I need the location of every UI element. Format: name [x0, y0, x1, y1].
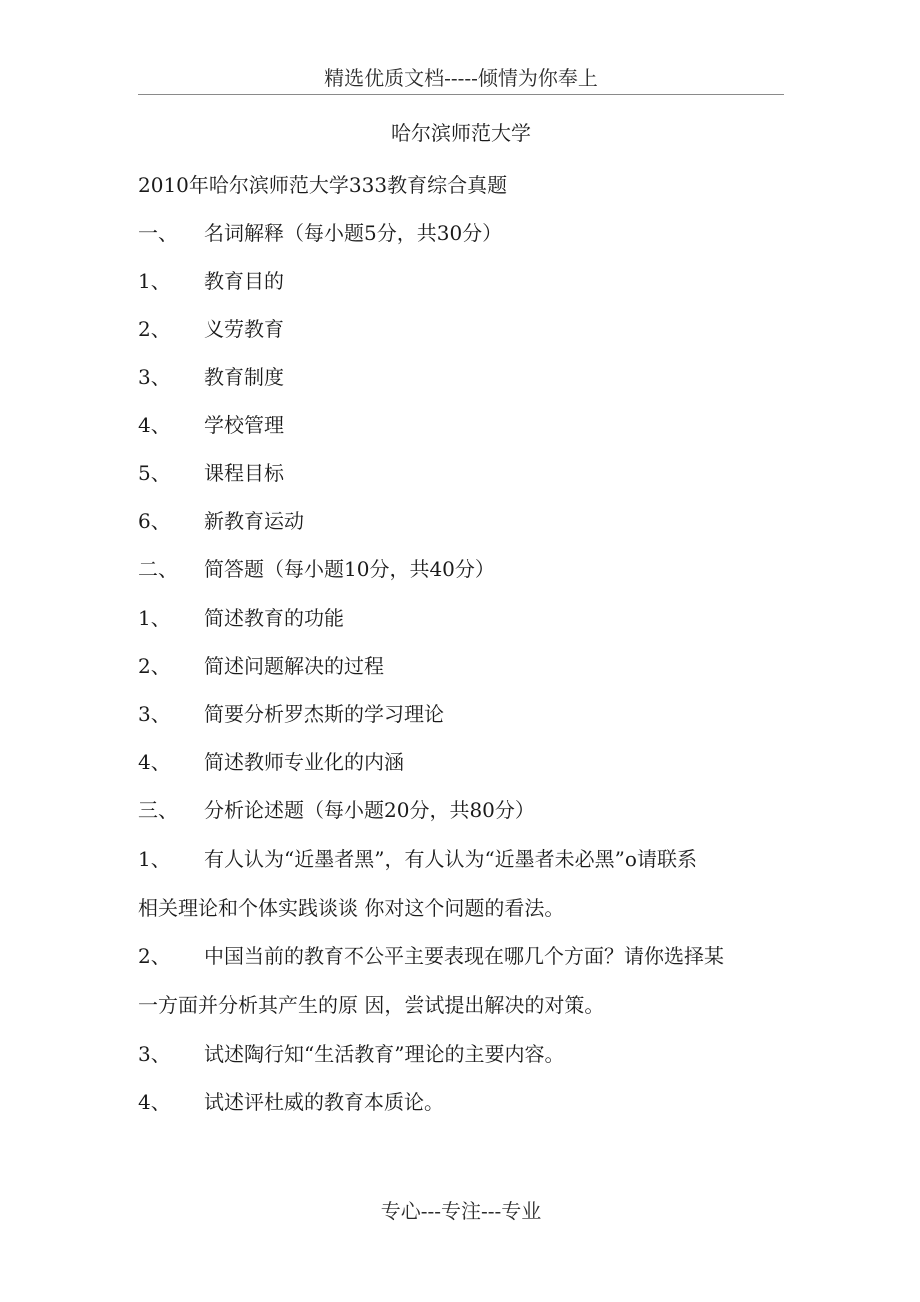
- section-title: 名词解释（每小题5分，共30分）: [204, 221, 503, 245]
- list-item: [138, 651, 384, 681]
- item-number: 3、: [138, 1042, 171, 1066]
- item-text: 课程目标: [204, 461, 284, 485]
- list-item: [138, 603, 344, 633]
- section-title: 简答题（每小题10分，共40分）: [204, 557, 495, 581]
- item-text: 有人认为“近墨者黑”，有人认为“近墨者未必黑”o请联系: [204, 847, 697, 871]
- list-item: [138, 699, 444, 729]
- section-title: 分析论述题（每小题20分，共80分）: [204, 798, 535, 822]
- item-number: 1、: [138, 847, 171, 871]
- section-heading: [138, 218, 502, 248]
- page-footer: 专心---专注---专业: [380, 1199, 542, 1223]
- item-number: 3、: [138, 365, 171, 389]
- list-item: [138, 941, 724, 971]
- item-number: 3、: [138, 702, 171, 726]
- item-text: 学校管理: [204, 413, 284, 437]
- item-number: 2、: [138, 317, 171, 341]
- list-item: [138, 1087, 444, 1117]
- section-number: 二、: [138, 557, 178, 581]
- item-text: 试述陶行知“生活教育”理论的主要内容。: [204, 1042, 565, 1066]
- list-item: [138, 458, 284, 488]
- item-text: 简述教育的功能: [204, 606, 344, 630]
- list-item: [138, 362, 284, 392]
- list-item: [138, 314, 284, 344]
- item-text: 教育制度: [204, 365, 284, 389]
- document-subtitle: 2010年哈尔滨师范大学333教育综合真题: [138, 173, 508, 197]
- item-text: 中国当前的教育不公平主要表现在哪几个方面？请你选择某: [204, 944, 724, 968]
- list-item-continuation: 相关理论和个体实践谈谈 你对这个问题的看法。: [138, 896, 565, 920]
- item-number: 2、: [138, 944, 171, 968]
- list-item-continuation: 一方面并分析其产生的原 因，尝试提出解决的对策。: [138, 993, 605, 1017]
- header-divider: [138, 94, 784, 95]
- item-text: 新教育运动: [204, 509, 304, 533]
- list-item: [138, 844, 697, 874]
- list-item: [138, 1039, 564, 1069]
- item-number: 5、: [138, 461, 171, 485]
- item-number: 2、: [138, 654, 171, 678]
- item-number: 4、: [138, 750, 171, 774]
- section-heading: [138, 554, 495, 584]
- document-title: 哈尔滨师范大学: [391, 121, 531, 145]
- item-text: 简述教师专业化的内涵: [204, 750, 404, 774]
- list-item: [138, 266, 284, 296]
- page-header: 精选优质文档-----倾情为你奉上: [324, 66, 598, 90]
- item-text: 义劳教育: [204, 317, 284, 341]
- item-number: 1、: [138, 269, 171, 293]
- item-text: 试述评杜威的教育本质论。: [204, 1090, 444, 1114]
- item-text: 简述问题解决的过程: [204, 654, 384, 678]
- item-number: 1、: [138, 606, 171, 630]
- item-text: 简要分析罗杰斯的学习理论: [204, 702, 444, 726]
- item-number: 6、: [138, 509, 171, 533]
- item-number: 4、: [138, 413, 171, 437]
- list-item: [138, 747, 404, 777]
- item-number: 4、: [138, 1090, 171, 1114]
- section-number: 三、: [138, 798, 178, 822]
- item-text: 教育目的: [204, 269, 284, 293]
- list-item: [138, 506, 304, 536]
- list-item: [138, 410, 284, 440]
- section-heading: [138, 795, 535, 825]
- section-number: 一、: [138, 221, 178, 245]
